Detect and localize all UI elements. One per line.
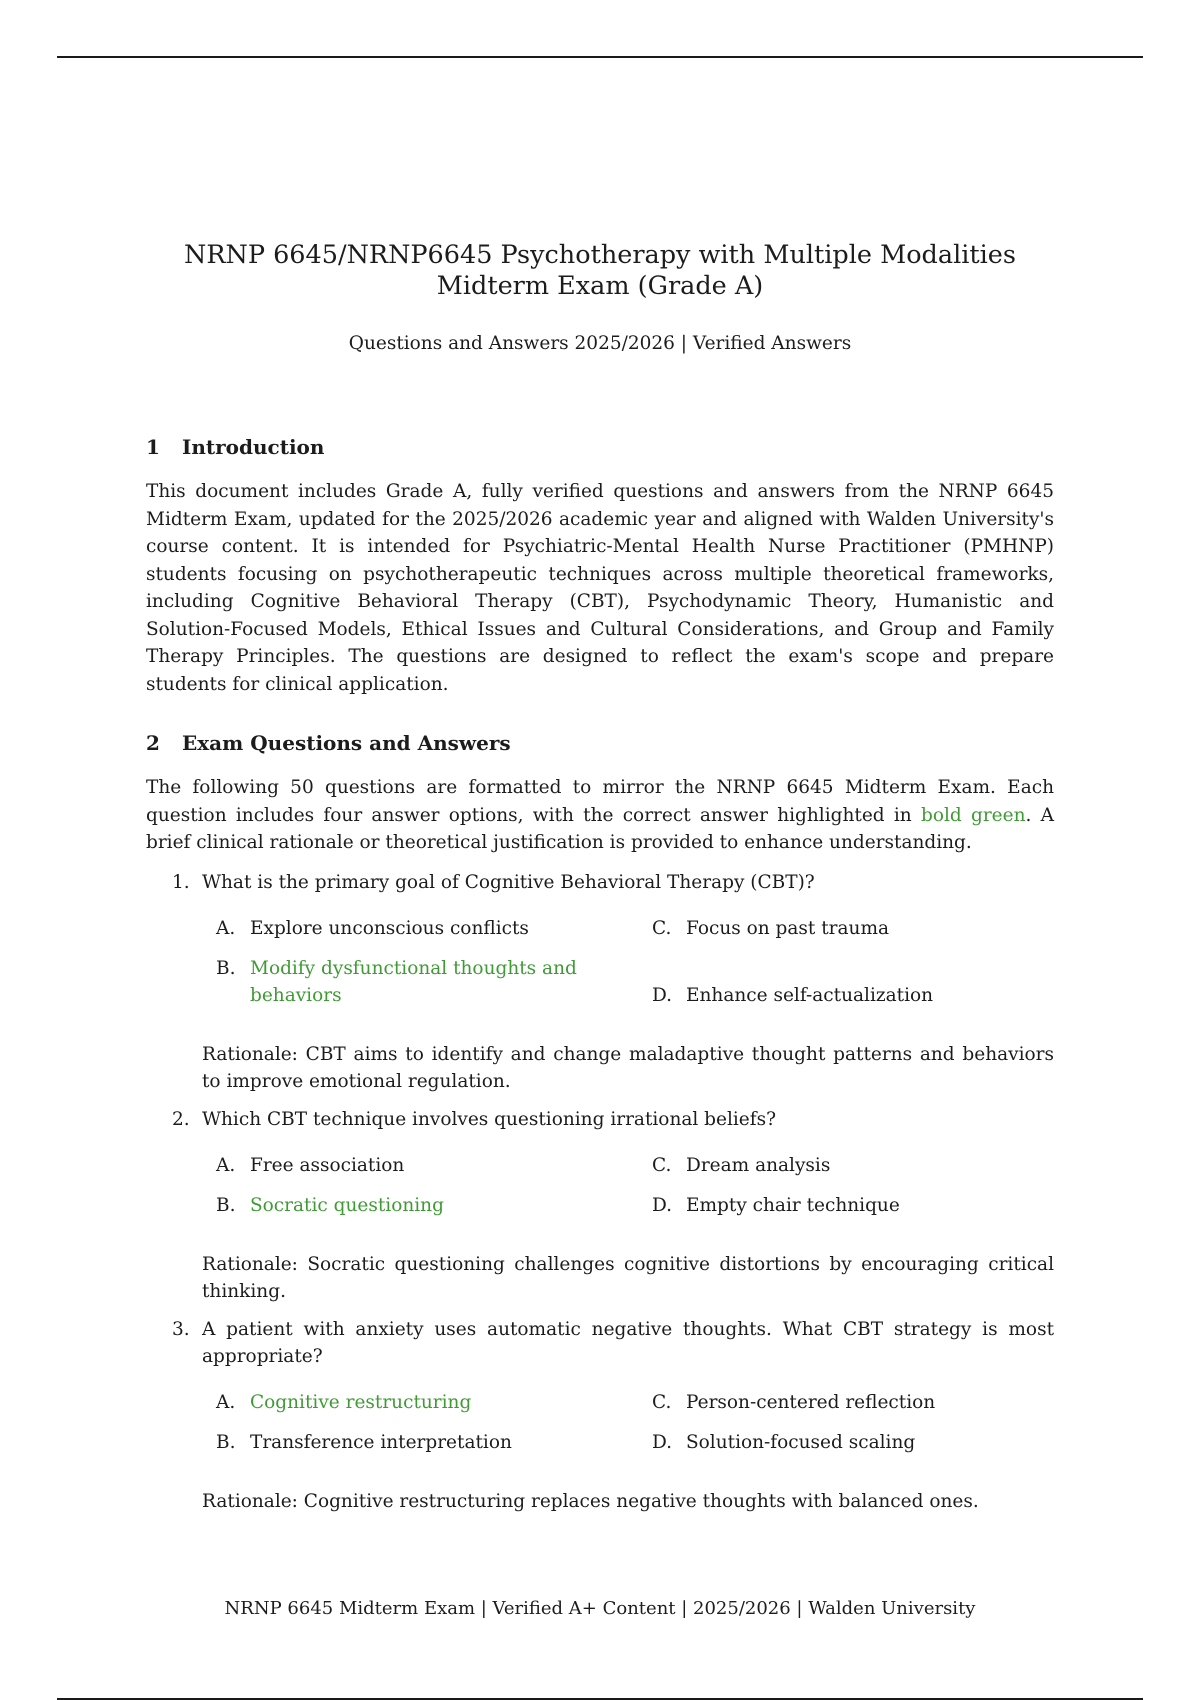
exam-intro-paragraph <box>146 774 1054 857</box>
option-c <box>652 1389 1088 1416</box>
section-title: Exam Questions and Answers <box>182 731 511 755</box>
correct-option-text: Cognitive restructuring <box>250 1391 472 1413</box>
option-text: Focus on past trauma <box>686 917 890 939</box>
question-item <box>172 1106 1054 1306</box>
top-rule <box>57 56 1143 58</box>
question-number: 1. <box>172 871 190 893</box>
exam-intro-text: The following 50 questions are formatted to mirror the NRNP 6645 Midterm Exam. Each question includes four answer options, with the correct answer highlighted in <box>146 777 1054 826</box>
section-number: 1 <box>146 435 160 459</box>
question-header <box>172 1316 1054 1370</box>
exam-intro-text-end: . A brief clinical rationale or theoretical justification is provided to enhance understanding. <box>146 804 1054 853</box>
option-letter: C. <box>652 1154 672 1176</box>
introduction-paragraph: This document includes Grade A, fully verified questions and answers from the NRNP 6645 Midterm Exam, updated for the 2025/2026 academic year and aligned with Walden University's course content. It is intended for Psychiatric-Mental Health Nurse Practitioner (PMHNP) students focusing on psychotherapeutic techniques across multiple theoretical frameworks, including Cognitive Behavioral Therapy (CBT), Psychodynamic Theory, Humanistic and Solution-Focused Models, Ethical Issues and Cultural Considerations, and Group and Family Therapy Principles. The questions are designed to reflect the exam's scope and prepare students for clinical application. <box>146 481 1054 695</box>
option-text: Explore unconscious conflicts <box>250 917 529 939</box>
answer-options <box>216 1152 1054 1219</box>
question-number: 2. <box>172 1108 190 1130</box>
question-item <box>172 1316 1054 1516</box>
question-header <box>172 1106 1054 1133</box>
option-letter: A. <box>216 1391 236 1413</box>
question-list <box>172 869 1054 1516</box>
option-letter: D. <box>652 1431 673 1453</box>
option-d <box>652 982 1088 1009</box>
option-letter: D. <box>652 984 673 1006</box>
highlight-bold-green: bold green <box>920 804 1026 826</box>
option-text: Solution-focused scaling <box>686 1431 916 1453</box>
answer-options <box>216 1389 1054 1456</box>
correct-option-text: Modify dysfunctional thoughts and behaviors <box>250 957 577 1006</box>
option-text: Person-centered reflection <box>686 1391 936 1413</box>
section-number: 2 <box>146 731 160 755</box>
option-text: Dream analysis <box>686 1154 831 1176</box>
question-text: A patient with anxiety uses automatic negative thoughts. What CBT strategy is most appropriate? <box>202 1318 1054 1367</box>
option-c <box>652 915 1088 942</box>
correct-option-text: Socratic questioning <box>250 1194 444 1216</box>
document-subtitle: Questions and Answers 2025/2026 | Verified Answers <box>348 333 852 354</box>
option-a <box>216 1389 652 1416</box>
option-letter: C. <box>652 917 672 939</box>
option-text: Enhance self-actualization <box>686 984 934 1006</box>
section-title: Introduction <box>182 435 325 459</box>
option-letter: D. <box>652 1194 673 1216</box>
title-line-1: NRNP 6645/NRNP6645 Psychotherapy with Multiple Modalities <box>184 240 1016 270</box>
option-letter: A. <box>216 1154 236 1176</box>
title-line-2: Midterm Exam (Grade A) <box>436 271 764 301</box>
option-b <box>216 1192 652 1219</box>
answer-options <box>216 915 1054 1009</box>
option-c <box>652 1152 1088 1179</box>
question-header <box>172 869 1054 896</box>
option-b <box>216 955 652 1009</box>
option-letter: B. <box>216 1431 236 1453</box>
option-letter: A. <box>216 917 236 939</box>
rationale: Rationale: Cognitive restructuring replaces negative thoughts with balanced ones. <box>202 1490 979 1512</box>
question-text: What is the primary goal of Cognitive Behavioral Therapy (CBT)? <box>202 871 815 893</box>
option-d <box>652 1429 1088 1456</box>
rationale: Rationale: CBT aims to identify and change maladaptive thought patterns and behaviors to improve emotional regulation. <box>202 1043 1054 1092</box>
page-footer: NRNP 6645 Midterm Exam | Verified A+ Content | 2025/2026 | Walden University <box>224 1598 976 1619</box>
main-content <box>146 434 1054 1525</box>
option-b <box>216 1429 652 1456</box>
option-a <box>216 1152 652 1179</box>
option-text: Empty chair technique <box>686 1194 900 1216</box>
option-text: Transference interpretation <box>250 1431 512 1453</box>
option-letter: B. <box>216 957 236 979</box>
question-item <box>172 869 1054 1096</box>
option-a <box>216 915 652 942</box>
question-text: Which CBT technique involves questioning irrational beliefs? <box>202 1108 777 1130</box>
option-d <box>652 1192 1088 1219</box>
section-heading-exam <box>146 730 1054 756</box>
option-letter: C. <box>652 1391 672 1413</box>
section-heading-introduction <box>146 434 1054 460</box>
option-text: Free association <box>250 1154 405 1176</box>
option-letter: B. <box>216 1194 236 1216</box>
question-number: 3. <box>172 1318 190 1340</box>
document-title <box>0 240 1200 302</box>
rationale: Rationale: Socratic questioning challenges cognitive distortions by encouraging critical thinking. <box>202 1253 1054 1302</box>
